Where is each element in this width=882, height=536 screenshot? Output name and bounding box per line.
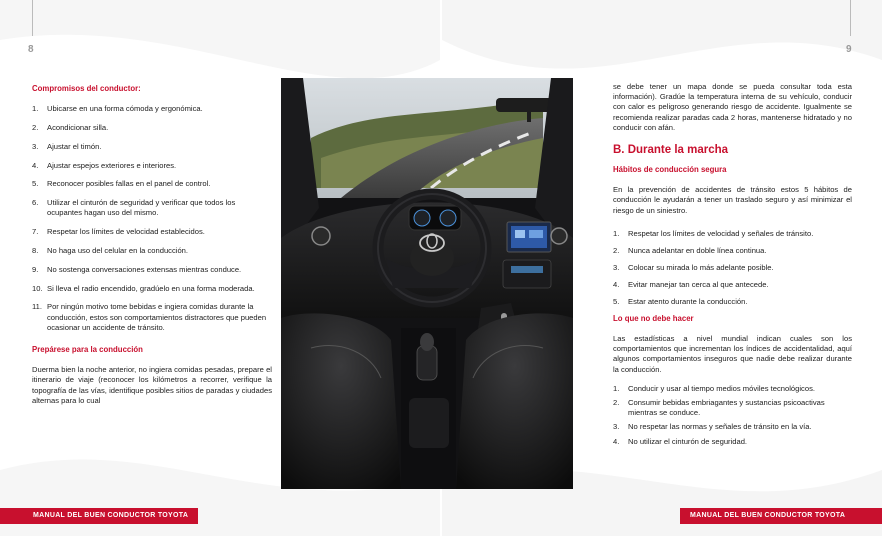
list-item bbox=[32, 142, 272, 152]
list-item-text: Por ningún motivo tome bebidas e ingiera comidas durante la conducción, estos son comportamientos distractores que pueden ocasionar un accidente de tránsito. bbox=[47, 302, 267, 332]
list-item bbox=[613, 225, 852, 242]
right-column bbox=[613, 82, 852, 447]
habits-list bbox=[613, 225, 852, 310]
list-item-number: 9. bbox=[32, 264, 39, 274]
list-item-text: Evitar manejar tan cerca al que antecede. bbox=[628, 279, 769, 289]
list-item-number: 10. bbox=[32, 283, 43, 293]
prepare-paragraph: Duerma bien la noche anterior, no ingiera comidas pesadas, prepare el itinerario de viaje (reconocer los kilómetros a recorrer, verifique la topografía de las vías, identifique posibles sitios de paradas y ciudades alternas para lo cual bbox=[32, 365, 272, 405]
footer-right: MANUAL DEL BUEN CONDUCTOR TOYOTA bbox=[680, 508, 882, 524]
list-item-number: 6. bbox=[32, 198, 39, 208]
page-number-left: 8 bbox=[28, 44, 34, 55]
list-item-number: 4. bbox=[613, 436, 620, 446]
list-item-text: Respetar los límites de velocidad y señales de tránsito. bbox=[628, 228, 814, 238]
list-item bbox=[32, 198, 272, 218]
list-item bbox=[32, 179, 272, 189]
list-item-text: Ubicarse en una forma cómoda y ergonómica. bbox=[47, 104, 203, 114]
list-item-text: Nunca adelantar en doble línea continua. bbox=[628, 245, 767, 255]
list-item bbox=[32, 227, 272, 237]
top-right-rule bbox=[850, 0, 851, 36]
list-item-number: 4. bbox=[32, 160, 39, 170]
list-item-number: 7. bbox=[32, 227, 39, 237]
top-left-rule bbox=[32, 0, 33, 36]
list-item-number: 3. bbox=[613, 422, 620, 432]
list-item bbox=[32, 284, 272, 294]
list-item-text: No sostenga conversaciones extensas mientras conduce. bbox=[47, 264, 242, 274]
habits-heading: Hábitos de conducción segura bbox=[613, 165, 727, 175]
list-item-text: No utilizar el cinturón de seguridad. bbox=[628, 436, 748, 446]
dont-heading: Lo que no debe hacer bbox=[613, 313, 694, 323]
list-item bbox=[613, 293, 852, 310]
list-item-text: Utilizar el cinturón de seguridad y verificar que todos los ocupantes hagan uso del mismo. bbox=[47, 198, 236, 218]
list-item bbox=[613, 384, 852, 394]
list-item-text: Ajustar el timón. bbox=[47, 141, 102, 151]
list-item bbox=[613, 276, 852, 293]
list-item-number: 5. bbox=[613, 296, 620, 306]
prepare-heading: Prepárese para la conducción bbox=[32, 344, 143, 354]
list-item bbox=[613, 398, 852, 418]
list-item bbox=[32, 246, 272, 256]
list-item bbox=[613, 242, 852, 259]
list-item-number: 3. bbox=[32, 141, 39, 151]
list-item-text: No respetar las normas y señales de tránsito en la vía. bbox=[628, 422, 812, 432]
list-item bbox=[32, 104, 272, 114]
list-item bbox=[32, 123, 272, 133]
page-number-right: 9 bbox=[846, 44, 852, 55]
commitments-list bbox=[32, 104, 272, 333]
car-interior-photo bbox=[281, 78, 573, 489]
list-item-number: 5. bbox=[32, 179, 39, 189]
dont-intro: Las estadísticas a nivel mundial indican cuales son los comportamientos que incrementan los índices de accidentalidad, aquí algunos comportamientos inseguros que nadie debe realizar durante la conducción. bbox=[613, 334, 852, 374]
list-item-number: 2. bbox=[613, 245, 620, 255]
list-item-number: 1. bbox=[32, 104, 39, 114]
list-item bbox=[613, 437, 852, 447]
list-item-number: 3. bbox=[613, 262, 620, 272]
list-item-text: Respetar los límites de velocidad establecidos. bbox=[47, 227, 205, 237]
list-item bbox=[613, 259, 852, 276]
list-item-number: 2. bbox=[613, 398, 620, 408]
list-item-text: Estar atento durante la conducción. bbox=[628, 296, 748, 306]
car-interior-illustration bbox=[281, 78, 573, 489]
continuation-paragraph: se debe tener un mapa donde se pueda consultar toda esta información). Gradúe la temperatura interna de su vehículo, conducir con calor es peligroso generando riesgo de accidente. Igualmente se recomienda realizar paradas cada 2 horas, mantenerse hidratado y no conducir con afán. bbox=[613, 82, 852, 132]
left-column bbox=[32, 84, 272, 406]
list-item bbox=[32, 161, 272, 171]
commitments-heading: Compromisos del conductor: bbox=[32, 84, 141, 93]
list-item-number: 1. bbox=[613, 228, 620, 238]
list-item-number: 11. bbox=[32, 302, 42, 312]
list-item-number: 1. bbox=[613, 383, 620, 393]
footer-left: MANUAL DEL BUEN CONDUCTOR TOYOTA bbox=[0, 508, 198, 524]
list-item-text: Reconocer posibles fallas en el panel de control. bbox=[47, 179, 211, 189]
list-item-text: Acondicionar silla. bbox=[47, 123, 109, 132]
list-item-text: Colocar su mirada lo más adelante posible. bbox=[628, 262, 774, 272]
section-title: B. Durante la marcha bbox=[613, 144, 729, 157]
dont-list bbox=[613, 384, 852, 447]
habits-intro: En la prevención de accidentes de tránsito estos 5 hábitos de conducción le ayudarán a tener un traslado seguro y así minimizar el riesgo de un siniestro. bbox=[613, 185, 852, 215]
list-item bbox=[32, 265, 272, 275]
list-item-number: 4. bbox=[613, 279, 620, 289]
list-item bbox=[32, 302, 272, 333]
list-item bbox=[613, 422, 852, 432]
list-item-number: 2. bbox=[32, 123, 39, 132]
list-item-number: 8. bbox=[32, 245, 39, 255]
list-item-text: Si lleva el radio encendido, gradúelo en una forma moderada. bbox=[47, 283, 255, 293]
list-item-text: Ajustar espejos exteriores e interiores. bbox=[47, 160, 177, 170]
list-item-text: Consumir bebidas embriagantes y sustancias psicoactivas mientras se conduce. bbox=[628, 398, 825, 418]
list-item-text: No haga uso del celular en la conducción. bbox=[47, 245, 188, 255]
list-item-text: Conducir y usar al tiempo medios móviles tecnológicos. bbox=[628, 383, 815, 393]
